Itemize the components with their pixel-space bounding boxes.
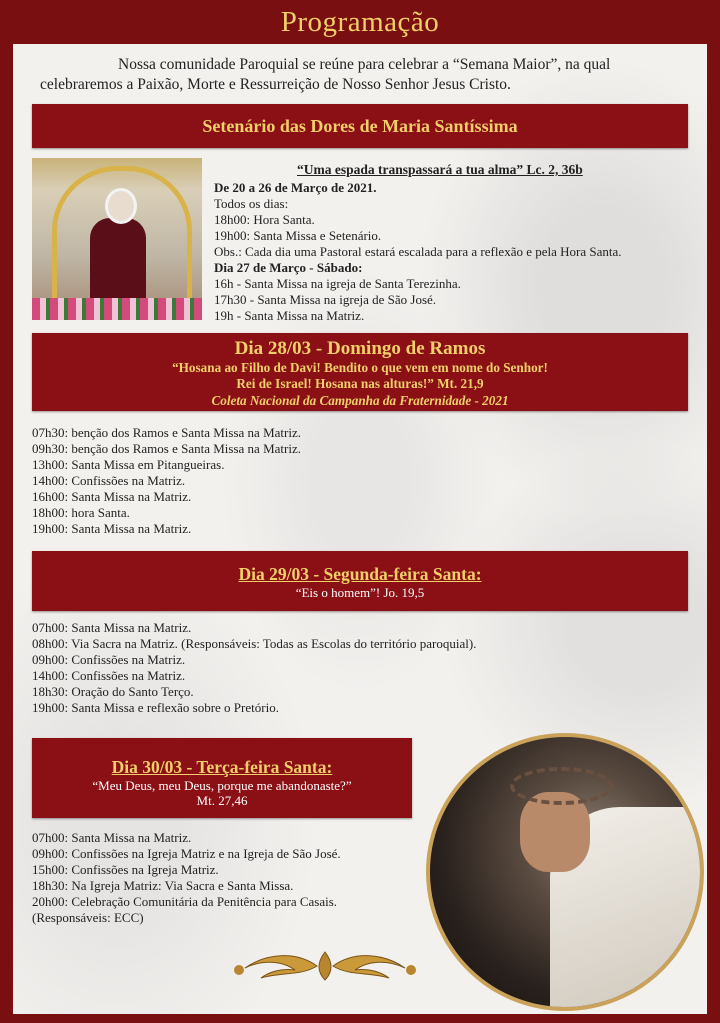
list-item: 07h00: Santa Missa na Matriz. bbox=[32, 620, 192, 635]
segunda-heading: Dia 29/03 - Segunda-feira Santa: bbox=[238, 564, 482, 584]
list-item: 13h00: Santa Missa em Pitangueiras. bbox=[32, 457, 225, 472]
flowers bbox=[32, 298, 202, 320]
list-item: (Responsáveis: ECC) bbox=[32, 910, 144, 925]
list-item: 07h00: Santa Missa na Matriz. bbox=[32, 830, 192, 845]
list-item: 17h30 - Santa Missa na igreja de São José. bbox=[214, 292, 437, 307]
segunda-quote: “Eis o homem”! Jo. 19,5 bbox=[295, 585, 425, 600]
list-item: 08h00: Via Sacra na Matriz. (Responsáveis: Todas as Escolas do território paroquial). bbox=[32, 636, 477, 651]
statue-robe bbox=[90, 218, 146, 308]
list-item: 09h00: Confissões na Igreja Matriz e na Igreja de São José. bbox=[32, 846, 341, 861]
list-item: 09h30: benção dos Ramos e Santa Missa na Matriz. bbox=[32, 441, 301, 456]
list-item: Obs.: Cada dia uma Pastoral estará escalada para a reflexão e pela Hora Santa. bbox=[214, 244, 622, 259]
ramos-coleta: Coleta Nacional da Campanha da Fraternidade - 2021 bbox=[211, 393, 509, 408]
ramos-quote-line-1: “Hosana ao Filho de Davi! Bendito o que vem em nome do Senhor! bbox=[172, 360, 548, 375]
list-item: 09h00: Confissões na Matriz. bbox=[32, 652, 186, 667]
setenario-banner bbox=[32, 104, 688, 148]
christ-carrying-cross-image bbox=[426, 733, 704, 1011]
list-item: 19h00: Santa Missa e reflexão sobre o Pretório. bbox=[32, 700, 279, 715]
our-lady-of-sorrows-image bbox=[32, 158, 202, 320]
terca-schedule bbox=[32, 830, 341, 926]
setenario-quote: “Uma espada transpassará a tua alma” Lc. 2, 36b bbox=[297, 162, 583, 177]
list-item: 20h00: Celebração Comunitária da Penitência para Casais. bbox=[32, 894, 338, 909]
intro-text: Nossa comunidade Paroquial se reúne para celebrar a “Semana Maior”, na qual celebraremos a Paixão, Morte e Ressurreição de Nosso Senhor Jesus Cristo. bbox=[40, 56, 611, 93]
segunda-schedule bbox=[32, 620, 476, 716]
segunda-banner bbox=[32, 551, 688, 611]
ramos-banner bbox=[32, 333, 688, 411]
day27-heading: Dia 27 de Março - Sábado: bbox=[214, 260, 363, 275]
ramos-heading: Dia 28/03 - Domingo de Ramos bbox=[234, 338, 486, 359]
list-item: 07h30: benção dos Ramos e Santa Missa na Matriz. bbox=[32, 425, 301, 440]
terca-quote-line-2: Mt. 27,46 bbox=[196, 793, 248, 808]
list-item: 19h00: Santa Missa na Matriz. bbox=[32, 521, 192, 536]
terca-heading: Dia 30/03 - Terça-feira Santa: bbox=[111, 757, 333, 777]
list-item: 19h - Santa Missa na Matriz. bbox=[214, 308, 365, 323]
list-item: 15h00: Confissões na Igreja Matriz. bbox=[32, 862, 219, 877]
terca-quote-line-1: “Meu Deus, meu Deus, porque me abandonaste?” bbox=[92, 778, 352, 793]
list-item: 16h00: Santa Missa na Matriz. bbox=[32, 489, 192, 504]
list-item: 18h30: Oração do Santo Terço. bbox=[32, 684, 194, 699]
setenario-schedule bbox=[214, 180, 622, 324]
ramos-quote-line-2: Rei de Israel! Hosana nas alturas!” Mt. 21,9 bbox=[236, 376, 484, 391]
statue-head bbox=[105, 188, 137, 224]
setenario-heading: Setenário das Dores de Maria Santíssima bbox=[202, 116, 518, 136]
crown-of-thorns-icon bbox=[510, 767, 613, 805]
terca-banner bbox=[32, 738, 412, 818]
list-item: Todos os dias: bbox=[214, 196, 289, 211]
list-item: 18h30: Na Igreja Matriz: Via Sacra e Santa Missa. bbox=[32, 878, 294, 893]
list-item: 18h00: hora Santa. bbox=[32, 505, 130, 520]
list-item: 14h00: Confissões na Matriz. bbox=[32, 668, 186, 683]
setenario-dates: De 20 a 26 de Março de 2021. bbox=[214, 180, 377, 195]
page-title: Programação bbox=[280, 6, 440, 38]
list-item: 19h00: Santa Missa e Setenário. bbox=[214, 228, 382, 243]
ramos-schedule bbox=[32, 425, 301, 537]
list-item: 16h - Santa Missa na igreja de Santa Terezinha. bbox=[214, 276, 461, 291]
list-item: 14h00: Confissões na Matriz. bbox=[32, 473, 186, 488]
ornament-icon bbox=[225, 946, 425, 986]
list-item: 18h00: Hora Santa. bbox=[214, 212, 315, 227]
